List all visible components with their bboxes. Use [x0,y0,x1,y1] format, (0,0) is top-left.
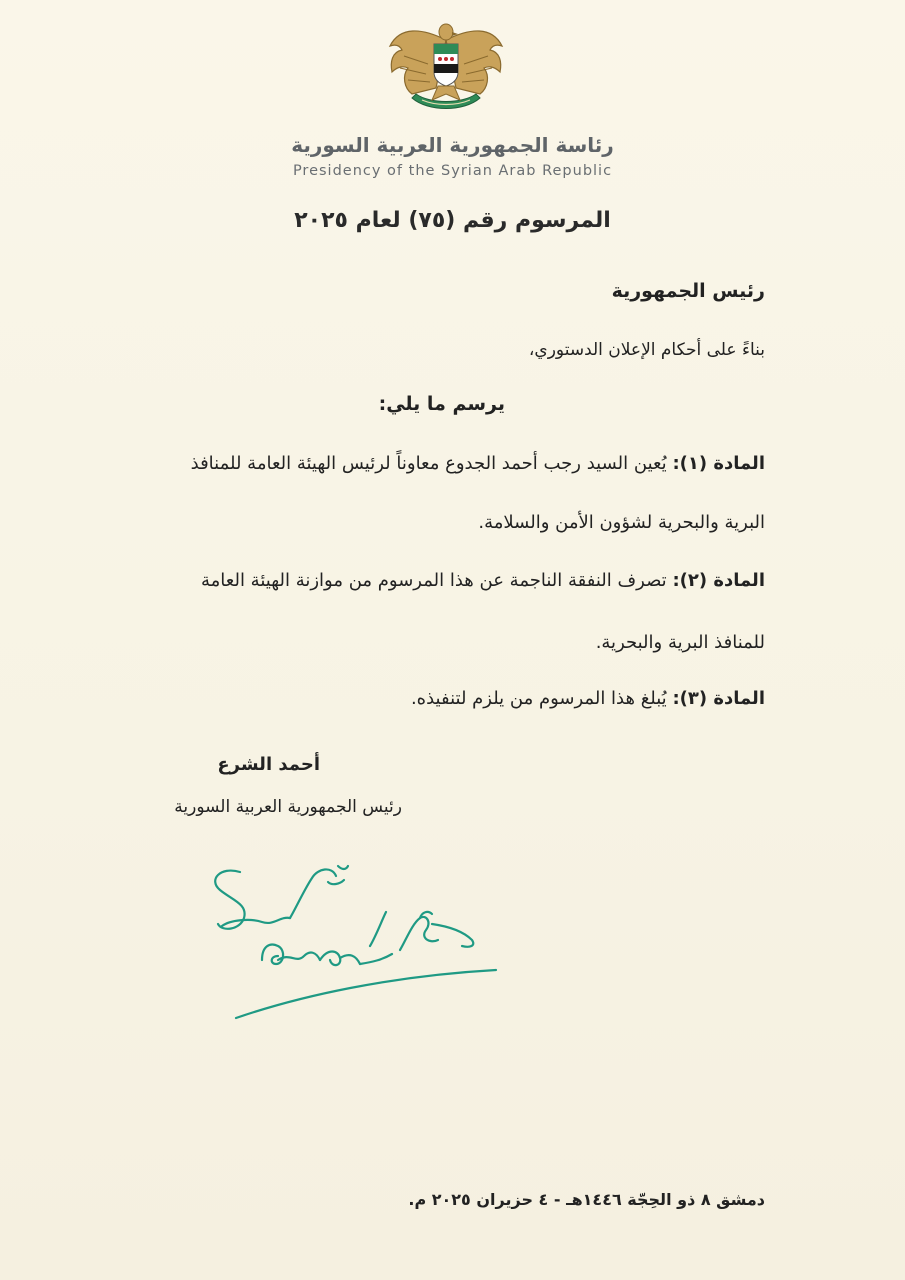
handwritten-signature-icon [200,860,500,1025]
article-2-line-2: للمنافذ البرية والبحرية. [595,632,765,653]
decree-addressee: رئيس الجمهورية [611,280,765,302]
syrian-eagle-emblem-icon [382,18,510,118]
article-1-line-2: البرية والبحرية لشؤون الأمن والسلامة. [478,512,765,533]
decree-heading: يرسم ما يلي: [378,393,505,415]
article-1-text: يُعين السيد رجب أحمد الجدوع معاوناً لرئيس الهيئة العامة للمنافذ [190,453,667,474]
presidency-title-arabic: رئاسة الجمهورية العربية السورية [291,133,614,157]
article-2-line-1 [201,570,765,591]
decree-based-on: بناءً على أحكام الإعلان الدستوري، [528,340,765,360]
article-3-line-1 [411,688,765,709]
decree-date: دمشق ٨ ذو الحِجّة ١٤٤٦هـ - ٤ حزيران ٢٠٢٥ م. [408,1190,765,1209]
signer-name: أحمد الشرع [217,754,320,775]
article-2-text: تصرف النفقة الناجمة عن هذا المرسوم من موازنة الهيئة العامة [201,570,667,591]
signer-title: رئيس الجمهورية العربية السورية [174,797,402,817]
article-1-label: المادة (١): [672,453,765,474]
article-3-label: المادة (٣): [672,688,765,709]
presidency-title-english: Presidency of the Syrian Arab Republic [292,163,613,179]
decree-title: المرسوم رقم (٧٥) لعام ٢٠٢٥ [294,208,611,233]
article-3-text: يُبلغ هذا المرسوم من يلزم لتنفيذه. [410,688,667,709]
article-1-line-1 [191,453,765,474]
article-2-label: المادة (٢): [672,570,765,591]
